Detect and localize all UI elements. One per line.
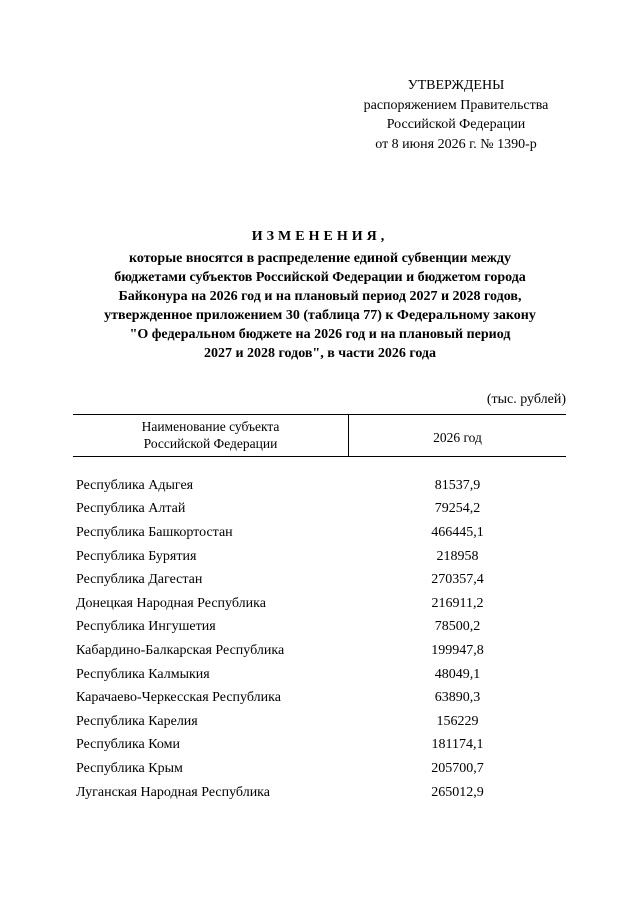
subject-value: 48049,1 (434, 666, 481, 682)
column-header-subject: Наименование субъекта Российской Федерации (73, 415, 349, 456)
subject-value: 205700,7 (431, 760, 484, 776)
subtitle-line: которые вносятся в распределение единой субвенции между (129, 251, 511, 266)
subject-value: 265012,9 (431, 784, 484, 800)
subtitle-line: 2027 и 2028 годов", в части 2026 года (203, 346, 437, 361)
subject-value: 81537,9 (434, 477, 481, 493)
subject-value: 156229 (436, 713, 479, 729)
table-body (73, 474, 566, 804)
document-title: ИЗМЕНЕНИЯ, (251, 229, 389, 244)
approval-line: Российской Федерации (386, 117, 526, 132)
table-row (73, 663, 566, 687)
subtitle-line: "О федеральном бюджете на 2026 год и на плановый период (129, 327, 511, 342)
subject-name: Республика Ингушетия (76, 619, 216, 635)
table-row (73, 568, 566, 592)
table-row (73, 710, 566, 734)
subject-name: Республика Башкортостан (76, 524, 233, 540)
subject-value: 181174,1 (431, 737, 484, 753)
subject-name: Республика Дагестан (76, 572, 203, 588)
table-row (73, 781, 566, 805)
approval-heading: УТВЕРЖДЕНЫ (407, 78, 505, 93)
subject-value: 218958 (436, 548, 479, 564)
approval-date: от 8 июня 2026 г. № 1390-р (375, 136, 537, 152)
subtitle-line: утвержденное приложением 30 (таблица 77) к Федеральному закону (104, 308, 536, 323)
subject-name: Республика Бурятия (76, 548, 197, 564)
subject-value: 79254,2 (434, 501, 481, 517)
table-row (73, 686, 566, 710)
table-row (73, 639, 566, 663)
subject-name: Донецкая Народная Республика (76, 595, 266, 611)
table-row (73, 545, 566, 569)
subject-value: 216911,2 (431, 595, 484, 611)
table-row (73, 592, 566, 616)
column-header-year: 2026 год (433, 429, 482, 445)
table-row (73, 474, 566, 498)
subject-value: 63890,3 (434, 690, 481, 706)
approval-line: распоряжением Правительства (363, 97, 549, 113)
subject-value: 78500,2 (434, 619, 481, 635)
subject-name: Республика Крым (76, 760, 183, 776)
subtitle-line: Байконура на 2026 год и на плановый период 2027 и 2028 годов, (118, 289, 522, 304)
subject-value: 199947,8 (431, 642, 484, 658)
table-row (73, 734, 566, 758)
subject-value: 466445,1 (431, 524, 484, 540)
table-header (73, 414, 566, 457)
subtitle-line: бюджетами субъектов Российской Федерации и бюджетом города (114, 270, 526, 285)
document-subtitle (60, 249, 580, 363)
subvention-table (73, 414, 566, 804)
subject-name: Республика Адыгея (76, 477, 194, 493)
table-row (73, 498, 566, 522)
subject-value: 270357,4 (431, 572, 484, 588)
subject-name: Луганская Народная Республика (76, 784, 270, 800)
subject-name: Республика Алтай (76, 501, 186, 517)
subject-name: Республика Калмыкия (76, 666, 210, 682)
table-row (73, 616, 566, 640)
units-label: (тыс. рублей) (486, 392, 566, 407)
approval-block (355, 76, 557, 154)
subject-name: Республика Карелия (76, 713, 198, 729)
subject-name: Республика Коми (76, 737, 180, 753)
table-row (73, 757, 566, 781)
subject-name: Кабардино-Балкарская Республика (76, 642, 285, 658)
table-row (73, 521, 566, 545)
subject-name: Карачаево-Черкесская Республика (76, 690, 281, 706)
